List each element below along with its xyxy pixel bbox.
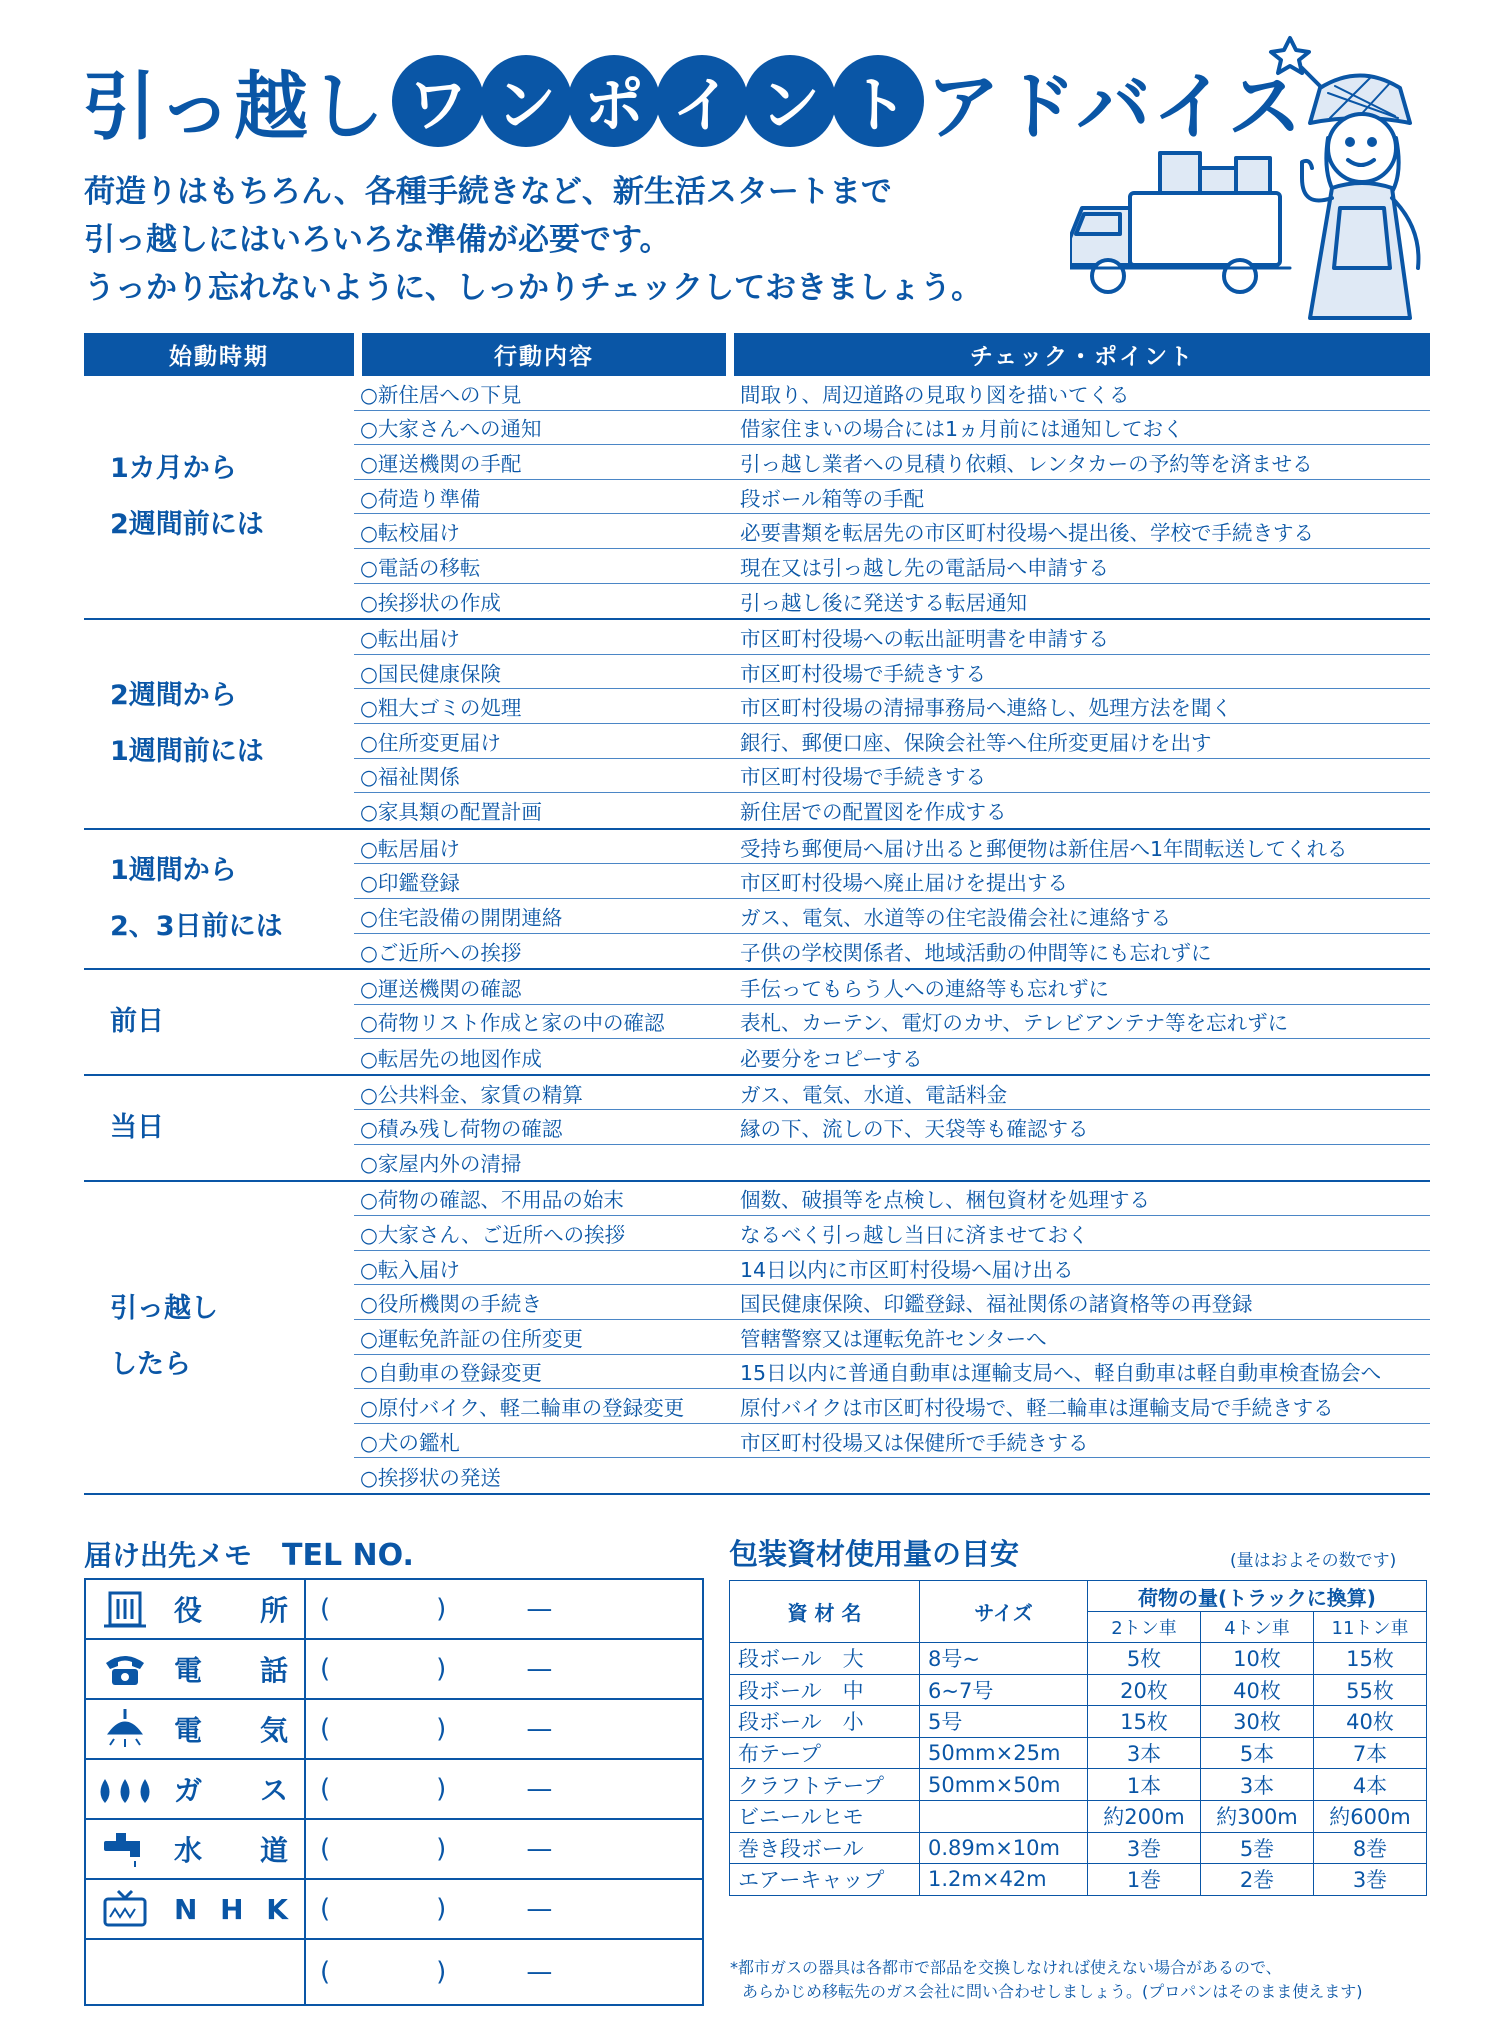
- material-name: エアーキャップ: [730, 1864, 920, 1896]
- memo-tel-field[interactable]: [306, 1760, 702, 1818]
- material-amount: 40枚: [1201, 1674, 1314, 1706]
- material-size: 8号~: [920, 1643, 1088, 1675]
- schedule-group: [84, 830, 1430, 970]
- tel-paren-open: (: [320, 1834, 331, 1864]
- memo-label: [164, 1820, 306, 1878]
- table-row: [354, 1251, 1430, 1286]
- timing-label: [84, 830, 354, 968]
- title-circle-char: イ: [656, 55, 748, 147]
- action-cell: ○転居先の地図作成: [360, 1046, 542, 1071]
- schedule-group: [84, 1076, 1430, 1182]
- memo-label-char: ス: [259, 1774, 288, 1807]
- checkpoint-cell: 市区町村役場で手続きする: [740, 661, 986, 686]
- material-size: 50mm×25m: [920, 1737, 1088, 1769]
- table-row: [354, 724, 1430, 759]
- material-amount: 40枚: [1314, 1706, 1427, 1738]
- action-cell: ○住所変更届け: [360, 730, 501, 755]
- tel-paren-close: ): [436, 1894, 447, 1924]
- material-name: クラフトテープ: [730, 1769, 920, 1801]
- memo-title: [84, 1534, 414, 1574]
- table-row: [354, 1076, 1430, 1111]
- table-row: [354, 759, 1430, 794]
- action-cell: ○家屋内外の清掃: [360, 1152, 522, 1177]
- action-cell: ○新住居への下見: [360, 382, 522, 407]
- footnote: [730, 1956, 1363, 2004]
- checkpoint-cell: 縁の下、流しの下、天袋等も確認する: [740, 1117, 1089, 1142]
- timing-label-line: 2週間前には: [110, 509, 264, 541]
- checkpoint-cell: 原付バイクは市区町村役場で、軽二輪車は運輸支局で手続きする: [740, 1396, 1334, 1421]
- material-amount: 1巻: [1088, 1864, 1201, 1896]
- material-amount: 3巻: [1088, 1832, 1201, 1864]
- action-cell: ○大家さん、ご近所への挨拶: [360, 1223, 626, 1248]
- memo-row: [86, 1820, 702, 1880]
- checkpoint-cell: 引っ越し業者への見積り依頼、レンタカーの予約等を済ませる: [740, 451, 1313, 476]
- action-cell: ○公共料金、家賃の精算: [360, 1082, 583, 1107]
- tel-paren-close: ): [436, 1834, 447, 1864]
- checkpoint-cell: [726, 1145, 1430, 1180]
- table-row: [354, 1182, 1430, 1217]
- tel-dash: —: [526, 1774, 553, 1804]
- checkpoint-cell: 市区町村役場への転出証明書を申請する: [740, 626, 1109, 651]
- checkpoint-cell: 個数、破損等を点検し、梱包資材を処理する: [740, 1188, 1150, 1213]
- table-row: [730, 1769, 1427, 1801]
- table-row: [354, 1389, 1430, 1424]
- schedule-table: [84, 333, 1430, 1495]
- table-row: [354, 376, 1430, 411]
- header-timing: 始動時期: [84, 333, 354, 376]
- memo-label-char: H: [220, 1892, 244, 1926]
- pk-head-amount: 荷物の量(トラックに換算): [1088, 1581, 1427, 1612]
- checkpoint-cell: 借家住まいの場合には1ヵ月前には通知しておく: [740, 417, 1184, 442]
- intro-line: うっかり忘れないように、しっかりチェックしておきましょう。: [84, 270, 983, 306]
- memo-label: [164, 1880, 306, 1938]
- tv-icon: [86, 1880, 164, 1938]
- material-amount: 1本: [1088, 1769, 1201, 1801]
- material-name: 布テープ: [730, 1737, 920, 1769]
- material-size: 6~7号: [920, 1674, 1088, 1706]
- timing-label-line: 1カ月から: [110, 453, 237, 485]
- table-row: [354, 655, 1430, 690]
- memo-tel-field[interactable]: [306, 1640, 702, 1698]
- tel-paren-close: ): [436, 1594, 447, 1624]
- action-cell: ○役所機関の手続き: [360, 1292, 542, 1317]
- material-amount: 3本: [1201, 1769, 1314, 1801]
- pk-head-truck: 2トン車: [1088, 1612, 1201, 1643]
- timing-label: [84, 620, 354, 828]
- title-circle-char: ワ: [392, 55, 484, 147]
- action-cell: ○電話の移転: [360, 555, 481, 580]
- packaging-note: (量はおよその数です): [1230, 1551, 1397, 1571]
- table-row: [354, 1216, 1430, 1251]
- title-circle-char: ト: [832, 55, 924, 147]
- intro-line: 荷造りはもちろん、各種手続きなど、新生活スタートまで: [84, 174, 892, 210]
- header-checkpoint: チェック・ポイント: [734, 333, 1430, 376]
- action-cell: ○荷物の確認、不用品の始末: [360, 1188, 624, 1213]
- schedule-group: [84, 376, 1430, 620]
- memo-heading: 届け出先メモ: [84, 1539, 253, 1572]
- action-cell: ○挨拶状の作成: [360, 590, 501, 615]
- material-amount: 3本: [1088, 1737, 1201, 1769]
- action-cell: ○ご近所への挨拶: [360, 940, 522, 965]
- tel-dash: —: [526, 1594, 553, 1624]
- material-amount: 10枚: [1201, 1643, 1314, 1675]
- lamp-icon: [86, 1700, 164, 1758]
- table-row: [730, 1706, 1427, 1738]
- timing-label-line: したら: [110, 1349, 191, 1381]
- memo-label-char: 話: [259, 1654, 288, 1687]
- action-cell: ○荷造り準備: [360, 486, 481, 511]
- checkpoint-cell: なるべく引っ越し当日に済ませておく: [740, 1223, 1089, 1248]
- table-row: [354, 899, 1430, 934]
- checkpoint-cell: 市区町村役場で手続きする: [740, 765, 986, 790]
- memo-row: [86, 1580, 702, 1640]
- material-name: 段ボール 小: [730, 1706, 920, 1738]
- action-cell: ○粗大ゴミの処理: [360, 696, 522, 721]
- material-amount: 3巻: [1314, 1864, 1427, 1896]
- pk-head-name: 資 材 名: [730, 1581, 920, 1643]
- material-size: 50mm×50m: [920, 1769, 1088, 1801]
- tel-paren-close: ): [436, 1957, 447, 1987]
- material-amount: 約300m: [1201, 1800, 1314, 1832]
- material-size: 0.89m×10m: [920, 1832, 1088, 1864]
- pk-head-size: サイズ: [920, 1581, 1088, 1643]
- title-circle-char: ン: [480, 55, 572, 147]
- tel-dash: —: [526, 1654, 553, 1684]
- tel-paren-open: (: [320, 1594, 331, 1624]
- timing-label: [84, 376, 354, 618]
- packaging-table: [729, 1580, 1427, 1896]
- memo-tel-field[interactable]: [306, 1940, 702, 2004]
- action-cell: ○転校届け: [360, 521, 460, 546]
- action-cell: ○挨拶状の発送: [360, 1465, 501, 1490]
- action-cell: ○積み残し荷物の確認: [360, 1117, 563, 1142]
- building-icon: [86, 1580, 164, 1638]
- packaging-body: [730, 1643, 1427, 1896]
- memo-label-char: ガ: [174, 1774, 203, 1807]
- blank-icon-slot: [86, 1940, 164, 2004]
- tel-dash: —: [526, 1957, 553, 1987]
- tel-paren-open: (: [320, 1957, 331, 1987]
- memo-label-char: 気: [259, 1714, 288, 1747]
- material-amount: 約200m: [1088, 1800, 1201, 1832]
- tel-label: TEL NO.: [282, 1538, 414, 1573]
- material-amount: 2巻: [1201, 1864, 1314, 1896]
- table-row: [354, 584, 1430, 619]
- action-cell: ○国民健康保険: [360, 661, 501, 686]
- memo-label: [164, 1940, 306, 2004]
- memo-row: [86, 1760, 702, 1820]
- table-row: [354, 620, 1430, 655]
- table-row: [354, 1320, 1430, 1355]
- memo-label: [164, 1640, 306, 1698]
- table-row: [730, 1800, 1427, 1832]
- memo-tel-field[interactable]: [306, 1700, 702, 1758]
- checkpoint-cell: 必要分をコピーする: [740, 1046, 923, 1071]
- checkpoint-cell: 子供の学校関係者、地域活動の仲間等にも忘れずに: [740, 940, 1212, 965]
- checkpoint-cell: 間取り、周辺道路の見取り図を描いてくる: [740, 382, 1130, 407]
- timing-label-line: 引っ越し: [110, 1293, 218, 1325]
- memo-row: [86, 1700, 702, 1760]
- memo-label-char: 役: [174, 1594, 203, 1627]
- memo-label-char: N: [174, 1892, 198, 1926]
- material-name: 段ボール 大: [730, 1643, 920, 1675]
- title-suffix: アドバイス: [926, 64, 1304, 150]
- table-row: [354, 445, 1430, 480]
- table-row: [730, 1832, 1427, 1864]
- action-cell: ○荷物リスト作成と家の中の確認: [360, 1011, 665, 1036]
- checkpoint-cell: 管轄警察又は運転免許センターへ: [740, 1326, 1047, 1351]
- tel-dash: —: [526, 1714, 553, 1744]
- material-amount: 5巻: [1201, 1832, 1314, 1864]
- checkpoint-cell: 表札、カーテン、電灯のカサ、テレビアンテナ等を忘れずに: [740, 1011, 1289, 1036]
- material-amount: 30枚: [1201, 1706, 1314, 1738]
- table-row: [354, 549, 1430, 584]
- mover-illustration-icon: [1070, 18, 1450, 338]
- table-row: [354, 970, 1430, 1005]
- table-row: [730, 1674, 1427, 1706]
- schedule-group: [84, 970, 1430, 1076]
- memo-tel-field[interactable]: [306, 1880, 702, 1938]
- material-amount: 5本: [1201, 1737, 1314, 1769]
- table-row: [354, 1285, 1430, 1320]
- checkpoint-cell: 市区町村役場の清掃事務局へ連絡し、処理方法を聞く: [740, 696, 1232, 721]
- action-cell: ○原付バイク、軽二輪車の登録変更: [360, 1396, 685, 1421]
- checkpoint-cell: 14日以内に市区町村役場へ届け出る: [740, 1257, 1074, 1282]
- timing-label-line: 当日: [110, 1111, 164, 1143]
- checkpoint-cell: 市区町村役場へ廃止届けを提出する: [740, 871, 1068, 896]
- tel-dash: —: [526, 1894, 553, 1924]
- gas-flame-icon: [86, 1760, 164, 1818]
- title-prefix: 引っ越し: [82, 64, 386, 150]
- table-row: [354, 1355, 1430, 1390]
- timing-label-line: 1週間前には: [110, 735, 264, 767]
- table-row: [354, 1145, 1430, 1180]
- timing-label-line: 2週間から: [110, 679, 237, 711]
- schedule-header: [84, 333, 1430, 376]
- intro-line: 引っ越しにはいろいろな準備が必要です。: [84, 222, 671, 258]
- action-cell: ○犬の鑑札: [360, 1430, 460, 1455]
- timing-label-line: 2、3日前には: [110, 910, 283, 942]
- memo-tel-field[interactable]: [306, 1820, 702, 1878]
- material-amount: 7本: [1314, 1737, 1427, 1769]
- action-cell: ○運送機関の手配: [360, 451, 522, 476]
- table-row: [730, 1864, 1427, 1896]
- tel-paren-close: ): [436, 1714, 447, 1744]
- title-circle-group: [392, 55, 920, 147]
- action-cell: ○転居届け: [360, 836, 460, 861]
- tel-paren-open: (: [320, 1774, 331, 1804]
- timing-label: [84, 1182, 354, 1493]
- checkpoint-cell: 受持ち郵便局へ届け出ると郵便物は新住居へ1年間転送してくれる: [740, 836, 1348, 861]
- table-row: [354, 1005, 1430, 1040]
- tel-dash: —: [526, 1834, 553, 1864]
- material-amount: 5枚: [1088, 1643, 1201, 1675]
- title-circle-char: ン: [744, 55, 836, 147]
- tel-paren-open: (: [320, 1714, 331, 1744]
- checkpoint-cell: 市区町村役場又は保健所で手続きする: [740, 1430, 1089, 1455]
- material-name: ビニールヒモ: [730, 1800, 920, 1832]
- memo-table: [84, 1578, 704, 2006]
- material-size: [920, 1800, 1088, 1832]
- telephone-icon: [86, 1640, 164, 1698]
- schedule-group: [84, 620, 1430, 830]
- table-row: [354, 480, 1430, 515]
- material-amount: 約600m: [1314, 1800, 1427, 1832]
- checkpoint-cell: [726, 1458, 1430, 1493]
- checkpoint-cell: 現在又は引っ越し先の電話局へ申請する: [740, 555, 1109, 580]
- action-cell: ○転出届け: [360, 626, 460, 651]
- header-action: 行動内容: [362, 333, 726, 376]
- table-row: [730, 1737, 1427, 1769]
- memo-label-char: 電: [174, 1714, 203, 1747]
- checkpoint-cell: 手伝ってもらう人への連絡等も忘れずに: [740, 976, 1109, 1001]
- memo-label-char: 所: [259, 1594, 288, 1627]
- timing-label: [84, 1076, 354, 1180]
- action-cell: ○大家さんへの通知: [360, 417, 542, 442]
- memo-label-char: K: [266, 1892, 288, 1926]
- memo-label: [164, 1700, 306, 1758]
- action-cell: ○運送機関の確認: [360, 976, 522, 1001]
- memo-row: [86, 1880, 702, 1940]
- table-row: [354, 864, 1430, 899]
- checkpoint-cell: 新住居での配置図を作成する: [740, 800, 1007, 825]
- checkpoint-cell: 段ボール箱等の手配: [740, 486, 925, 511]
- pk-head-truck: 11トン車: [1314, 1612, 1427, 1643]
- material-size: 5号: [920, 1706, 1088, 1738]
- table-row: [354, 514, 1430, 549]
- memo-label-char: 道: [259, 1834, 288, 1867]
- memo-label: [164, 1760, 306, 1818]
- material-amount: 55枚: [1314, 1674, 1427, 1706]
- intro-text: [84, 168, 1084, 312]
- action-cell: ○家具類の配置計画: [360, 800, 542, 825]
- table-row: [730, 1643, 1427, 1675]
- memo-row: [86, 1940, 702, 2004]
- material-size: 1.2m×42m: [920, 1864, 1088, 1896]
- material-amount: 15枚: [1088, 1706, 1201, 1738]
- footnote-line: *都市ガスの器具は各都市で部品を交換しなければ使えない場合があるので、: [730, 1958, 1282, 1977]
- timing-label-line: 前日: [110, 1005, 164, 1037]
- checkpoint-cell: 国民健康保険、印鑑登録、福祉関係の諸資格等の再登録: [740, 1292, 1253, 1317]
- table-row: [354, 793, 1430, 828]
- tel-paren-open: (: [320, 1654, 331, 1684]
- pk-head-truck: 4トン車: [1201, 1612, 1314, 1643]
- material-amount: 15枚: [1314, 1643, 1427, 1675]
- checkpoint-cell: ガス、電気、水道、電話料金: [740, 1082, 1008, 1107]
- checkpoint-cell: ガス、電気、水道等の住宅設備会社に連絡する: [740, 905, 1172, 930]
- action-cell: ○住宅設備の開閉連絡: [360, 905, 563, 930]
- schedule-group: [84, 1182, 1430, 1495]
- memo-row: [86, 1640, 702, 1700]
- material-name: 段ボール 中: [730, 1674, 920, 1706]
- packaging-title: 包装資材使用量の目安: [729, 1537, 1020, 1571]
- memo-label-char: 電: [174, 1654, 203, 1687]
- material-name: 巻き段ボール: [730, 1832, 920, 1864]
- timing-label: [84, 970, 354, 1074]
- table-row: [354, 934, 1430, 969]
- table-row: [354, 689, 1430, 724]
- action-cell: ○印鑑登録: [360, 871, 460, 896]
- timing-label-line: 1週間から: [110, 854, 237, 886]
- action-cell: ○運転免許証の住所変更: [360, 1326, 583, 1351]
- faucet-icon: [86, 1820, 164, 1878]
- schedule-body: [84, 376, 1430, 1495]
- title-circle-char: ポ: [568, 55, 660, 147]
- checkpoint-cell: 必要書類を転居先の市区町村役場へ提出後、学校で手続きする: [740, 521, 1314, 546]
- checkpoint-cell: 引っ越し後に発送する転居通知: [740, 590, 1027, 615]
- action-cell: ○転入届け: [360, 1257, 460, 1282]
- action-cell: ○福祉関係: [360, 765, 460, 790]
- material-amount: 8巻: [1314, 1832, 1427, 1864]
- tel-paren-open: (: [320, 1894, 331, 1924]
- memo-label: [164, 1580, 306, 1638]
- material-amount: 20枚: [1088, 1674, 1201, 1706]
- table-row: [354, 1424, 1430, 1459]
- checkpoint-cell: 銀行、郵便口座、保険会社等へ住所変更届けを出す: [740, 730, 1212, 755]
- table-row: [354, 1110, 1430, 1145]
- tel-paren-close: ): [436, 1654, 447, 1684]
- table-row: [354, 1039, 1430, 1074]
- memo-tel-field[interactable]: [306, 1580, 702, 1638]
- memo-label-char: 水: [174, 1834, 203, 1867]
- footnote-line: あらかじめ移転先のガス会社に問い合わせしましょう。(プロパンはそのまま使えます): [742, 1982, 1363, 2001]
- table-row: [354, 830, 1430, 865]
- material-amount: 4本: [1314, 1769, 1427, 1801]
- action-cell: ○自動車の登録変更: [360, 1361, 542, 1386]
- checkpoint-cell: 15日以内に普通自動車は運輸支局へ、軽自動車は軽自動車検査協会へ: [740, 1361, 1382, 1386]
- table-row: [354, 1458, 1430, 1493]
- tel-paren-close: ): [436, 1774, 447, 1804]
- table-row: [354, 411, 1430, 446]
